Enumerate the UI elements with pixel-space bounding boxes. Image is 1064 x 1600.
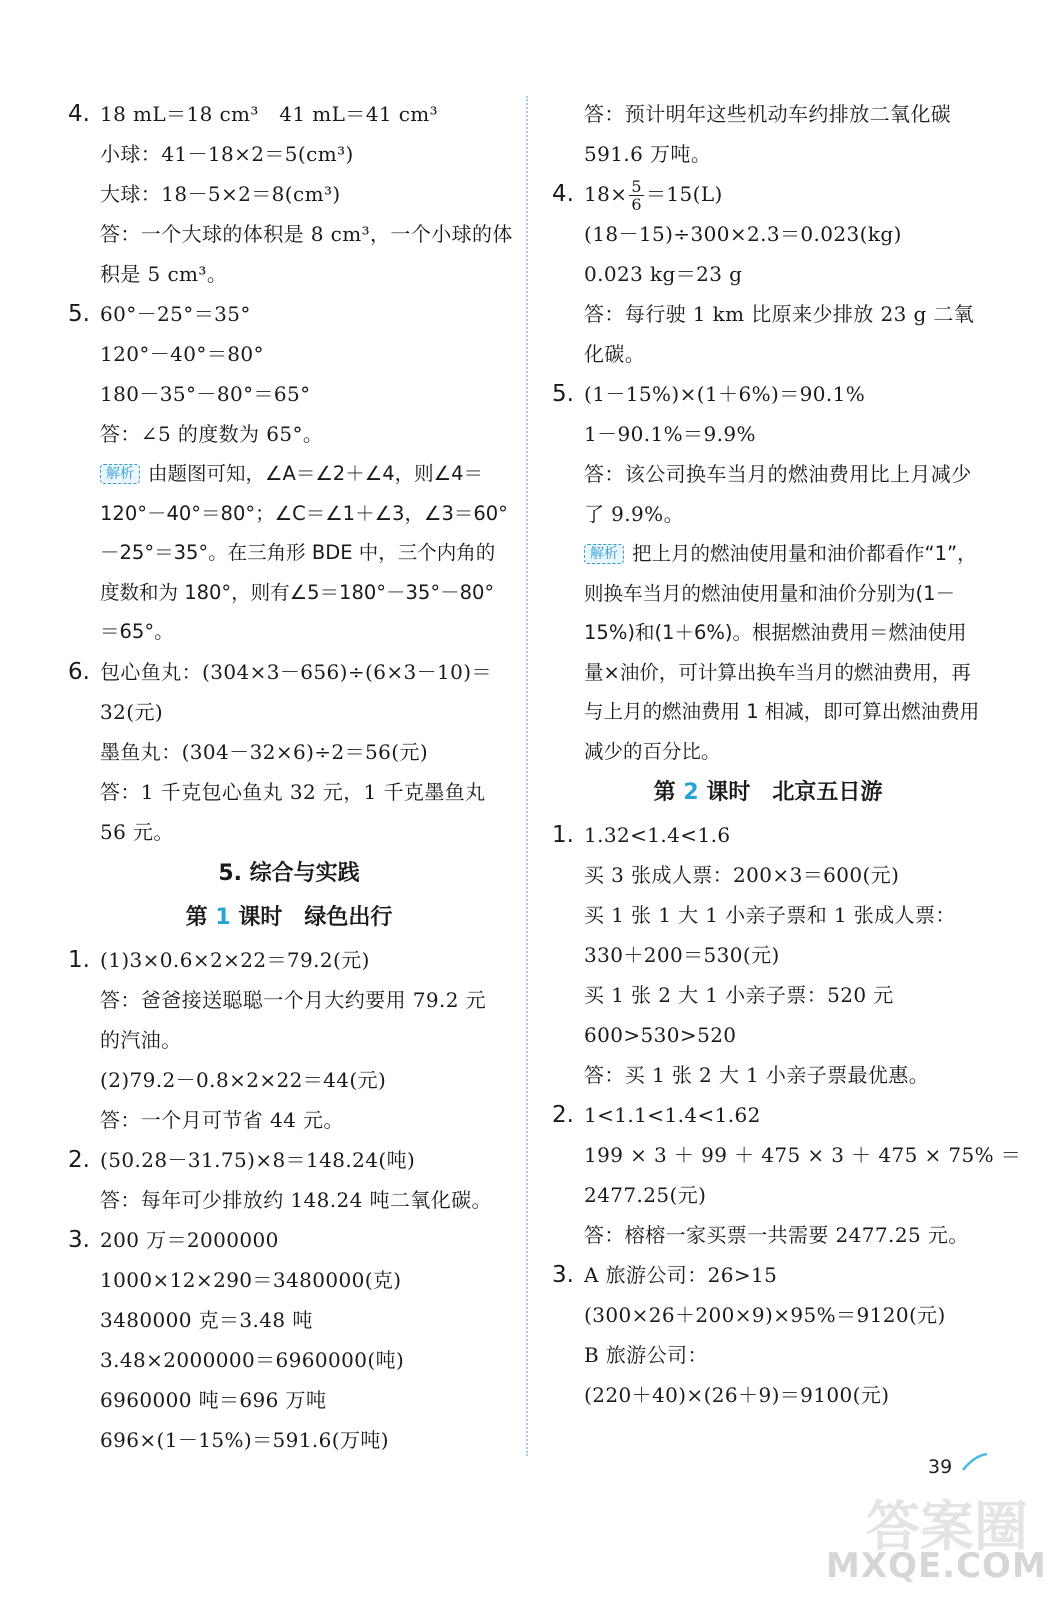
answer-line: 180－35°－80°＝65° (100, 382, 311, 406)
answer-lines (100, 294, 510, 454)
swoosh-icon (960, 1450, 990, 1476)
answer-line: (220＋40)×(26＋9)＝9100(元) (584, 1383, 890, 1407)
answer-item (552, 374, 984, 534)
answer-line: 3480000 克＝3.48 吨 (100, 1307, 313, 1332)
answer-lines (584, 374, 984, 534)
question-number: 2. (552, 1102, 574, 1128)
lesson-prefix: 第 (185, 904, 208, 930)
answer-line: 包心鱼丸：(304×3－656)÷(6×3－10)＝ (100, 659, 492, 684)
question-number: 3. (552, 1262, 574, 1288)
question-number: 5. (68, 301, 90, 327)
answer-line: 2477.25(元) (584, 1183, 707, 1207)
answer-line: (50.28－31.75)×8＝148.24(吨) (100, 1147, 416, 1172)
answer-line: 积是 5 cm³。 (100, 262, 228, 286)
answer-line: 了 9.9%。 (584, 502, 684, 526)
answer-line: 答：爸爸接送聪聪一个月大约要用 79.2 元 (100, 987, 487, 1012)
answer-line: 小球：41－18×2＝5(cm³) (100, 142, 354, 166)
fraction-denominator: 6 (631, 195, 643, 214)
section-heading (68, 896, 510, 940)
answer-lines (100, 1220, 510, 1460)
answer-line: 1－90.1%＝9.9% (584, 422, 756, 446)
answer-item (552, 815, 984, 1095)
answer-line: 答：一个大球的体积是 8 cm³，一个小球的体 (100, 222, 513, 246)
answer-item (68, 940, 510, 1140)
answer-line: 答：每行驶 1 km 比原来少排放 23 g 二氧 (584, 302, 975, 326)
answer-line: 答：该公司换车当月的燃油费用比上月减少 (584, 462, 972, 486)
answer-lines (584, 815, 984, 1095)
answer-line: 答：∠5 的度数为 65°。 (100, 422, 324, 446)
answer-line: 买 1 张 2 大 1 小亲子票：520 元 (584, 983, 894, 1007)
answer-lines (584, 174, 984, 374)
answer-line: 0.023 kg＝23 g (584, 262, 743, 286)
answer-line: (18－15)÷300×2.3＝0.023(kg) (584, 222, 902, 246)
answer-item (68, 1220, 510, 1460)
lesson-prefix: 第 (653, 780, 676, 805)
answer-item (68, 94, 513, 294)
fraction-suffix: ＝15(L) (646, 182, 723, 206)
answer-line: 3.48×2000000＝6960000(吨) (100, 1347, 405, 1372)
analysis-badge: 解析 (100, 464, 140, 484)
answer-line: 买 1 张 1 大 1 小亲子票和 1 张成人票： (584, 903, 956, 927)
answer-lines (584, 1255, 984, 1415)
answer-line: 的汽油。 (100, 1027, 182, 1052)
answer-line: (1)3×0.6×2×22＝79.2(元) (100, 947, 370, 972)
answer-line: 大球：18－5×2＝8(cm³) (100, 182, 341, 206)
answer-item (552, 174, 984, 374)
answer-line: 600>530>520 (584, 1023, 737, 1047)
analysis-text: 把上月的燃油使用量和油价都看作“1”，则换车当月的燃油使用量和油价分别为(1－15%)和(1＋6%)。根据燃油费用＝燃油使用量×油价，可计算出换车当月的燃油费用，再与上月的燃油费用 1 相减，即可算出燃油费用减少的百分比。 (584, 542, 980, 763)
answer-line: 答：一个月可节省 44 元。 (100, 1107, 344, 1132)
right-column (552, 94, 1022, 1415)
question-number (552, 94, 584, 174)
question-number: 6. (68, 658, 90, 685)
question-number: 2. (68, 1146, 90, 1173)
lesson-number: 1 (215, 904, 231, 930)
column-divider (526, 96, 528, 1456)
answer-line: 答：1 千克包心鱼丸 32 元，1 千克墨鱼丸 (100, 779, 486, 804)
answer-lines (100, 94, 513, 294)
left-column (68, 94, 513, 1460)
question-number: 1. (68, 946, 90, 973)
answer-lines (584, 94, 984, 174)
answer-line: (1－15%)×(1＋6%)＝90.1% (584, 382, 866, 406)
analysis-badge: 解析 (584, 544, 624, 564)
watermark-text: MXQE.COM (826, 1546, 1047, 1586)
question-number: 4. (552, 181, 574, 207)
answer-line: 化碳。 (584, 342, 646, 366)
answer-line: 答：买 1 张 2 大 1 小亲子票最优惠。 (584, 1063, 930, 1087)
answer-line: 1000×12×290＝3480000(克) (100, 1267, 402, 1292)
answer-item (552, 1255, 984, 1415)
question-number: 4. (68, 101, 90, 127)
answer-line: A 旅游公司：26>15 (584, 1263, 778, 1287)
analysis-note (584, 534, 984, 771)
lesson-number: 2 (683, 780, 699, 805)
answer-line: 买 3 张成人票：200×3＝600(元) (584, 863, 900, 887)
fraction-prefix: 18× (584, 182, 628, 206)
answer-item (68, 294, 510, 454)
answer-item (552, 94, 984, 174)
question-number: 5. (552, 381, 574, 407)
analysis-text: 由题图可知，∠A＝∠2＋∠4，则∠4＝120°－40°＝80°；∠C＝∠1＋∠3，∠3＝60°－25°＝35°。在三角形 BDE 中，三个内角的度数和为 180°，则有∠5＝180°－35°－80°＝65°。 (100, 462, 508, 643)
lesson-title: 课时 北京五日游 (706, 780, 883, 805)
answer-lines (100, 652, 510, 852)
answer-item (68, 1140, 510, 1220)
answer-line: 199 × 3 ＋ 99 ＋ 475 × 3 ＋ 475 × 75% ＝ (584, 1143, 1022, 1167)
answer-line: 32(元) (100, 699, 164, 724)
fraction-numerator: 5 (631, 177, 643, 196)
answer-line: 56 元。 (100, 819, 174, 844)
section-heading: 5. 综合与实践 (218, 860, 360, 886)
answer-line: 6960000 吨＝696 万吨 (100, 1387, 327, 1412)
question-number: 1. (552, 822, 574, 848)
answer-lines (584, 1095, 1021, 1255)
answer-line: B 旅游公司： (584, 1343, 708, 1367)
lesson-title: 课时 绿色出行 (238, 904, 393, 930)
section-heading (552, 771, 984, 815)
fraction (629, 178, 644, 213)
answer-line: 1<1.1<1.4<1.62 (584, 1103, 761, 1127)
answer-line: 696×(1－15%)＝591.6(万吨) (100, 1427, 389, 1452)
answer-line: 200 万＝2000000 (100, 1227, 279, 1252)
answer-line: 591.6 万吨。 (584, 142, 712, 166)
answer-line: 18 mL＝18 cm³ 41 mL＝41 cm³ (100, 102, 439, 126)
answer-line: 答：每年可少排放约 148.24 吨二氧化碳。 (100, 1187, 492, 1212)
page-number: 39 (928, 1456, 953, 1478)
answer-line: 60°－25°＝35° (100, 302, 251, 326)
answer-line: 答：预计明年这些机动车约排放二氧化碳 (584, 102, 952, 126)
answer-line: (300×26＋200×9)×95%＝9120(元) (584, 1303, 946, 1327)
question-number: 3. (68, 1226, 90, 1253)
answer-lines (100, 1140, 510, 1220)
answer-item (552, 1095, 1022, 1255)
answer-line: 120°－40°＝80° (100, 342, 264, 366)
answer-item (68, 652, 510, 852)
analysis-note (100, 454, 510, 652)
answer-line: 1.32<1.4<1.6 (584, 823, 731, 847)
answer-line: 墨鱼丸：(304－32×6)÷2＝56(元) (100, 739, 429, 764)
fraction-line (584, 174, 984, 214)
answer-line: 330＋200＝530(元) (584, 943, 780, 967)
watermark-logo: 答案圈 (866, 1495, 1028, 1558)
answer-lines (100, 940, 510, 1140)
answer-line: (2)79.2－0.8×2×22＝44(元) (100, 1067, 387, 1092)
answer-line: 答：榕榕一家买票一共需要 2477.25 元。 (584, 1223, 969, 1247)
